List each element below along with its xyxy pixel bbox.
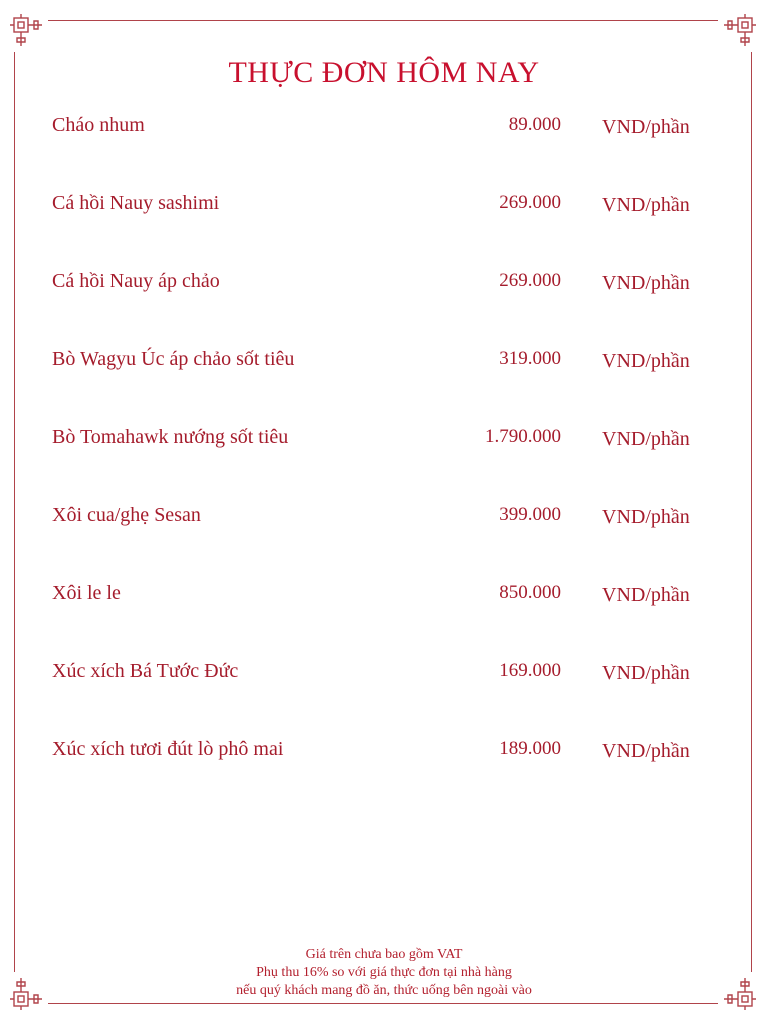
menu-item-unit: VND/phần [602,740,690,762]
menu-item-name: Xúc xích Bá Tước Đức [52,660,239,682]
corner-ornament-icon [8,12,48,52]
menu-item-row [0,270,768,302]
menu-item-unit: VND/phần [602,272,690,294]
menu-item-price: 269.000 [499,192,561,213]
menu-item-unit: VND/phần [602,194,690,216]
menu-title: THỰC ĐƠN HÔM NAY [228,56,540,89]
menu-footer-note [0,946,768,1000]
menu-item-row [0,504,768,536]
menu-item-price: 319.000 [499,348,561,369]
menu-item-row [0,738,768,770]
menu-item-name: Xôi cua/ghẹ Sesan [52,504,201,526]
menu-item-row [0,426,768,458]
menu-item-row [0,582,768,614]
menu-item-price: 169.000 [499,660,561,681]
menu-item-unit: VND/phần [602,428,690,450]
menu-item-name: Xôi le le [52,582,121,604]
menu-item-price: 399.000 [499,504,561,525]
menu-item-row [0,114,768,146]
menu-item-price: 89.000 [508,114,561,135]
menu-item-unit: VND/phần [602,116,690,138]
menu-item-price: 189.000 [499,738,561,759]
menu-item-name: Xúc xích tươi đút lò phô mai [52,738,284,760]
menu-item-row [0,192,768,224]
menu-item-name: Bò Tomahawk nướng sốt tiêu [52,426,289,448]
menu-item-unit: VND/phần [602,584,690,606]
menu-item-name: Cháo nhum [52,114,145,136]
menu-item-name: Cá hồi Nauy áp chảo [52,270,220,292]
footer-surcharge-note: Phụ thu 16% so với giá thực đơn tại nhà hàng [256,965,512,980]
menu-item-price: 850.000 [499,582,561,603]
menu-item-unit: VND/phần [602,506,690,528]
footer-outside-food-note: nếu quý khách mang đồ ăn, thức uống bên ngoài vào [236,983,532,998]
menu-item-name: Bò Wagyu Úc áp chảo sốt tiêu [52,348,295,370]
menu-item-unit: VND/phần [602,662,690,684]
footer-vat-note: Giá trên chưa bao gồm VAT [305,947,463,962]
menu-item-price: 1.790.000 [485,426,561,447]
menu-item-row [0,348,768,380]
menu-item-price: 269.000 [499,270,561,291]
menu-item-name: Cá hồi Nauy sashimi [52,192,220,214]
corner-ornament-icon [718,12,758,52]
menu-item-row [0,660,768,692]
menu-item-unit: VND/phần [602,350,690,372]
